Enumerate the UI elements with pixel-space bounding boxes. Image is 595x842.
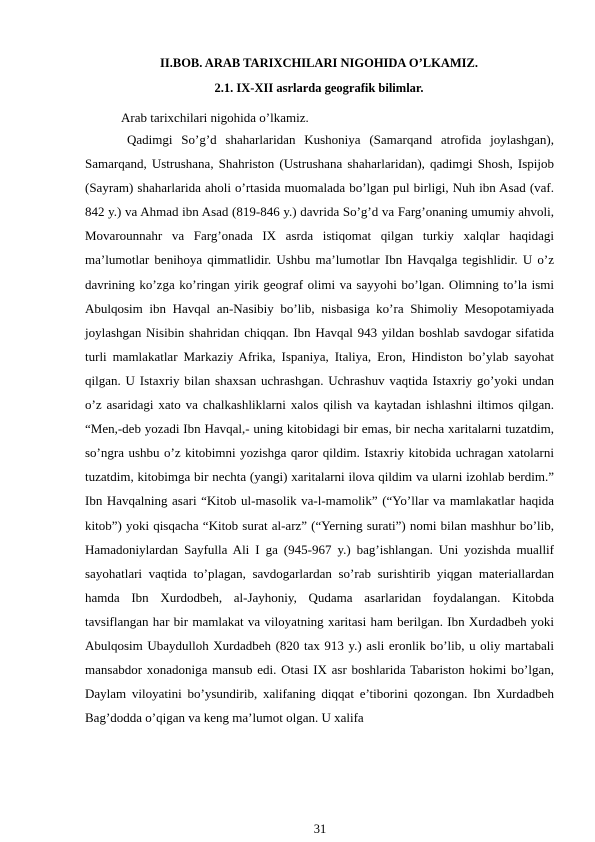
chapter-title: II.BOB. ARAB TARIXCHILARI NIGOHIDA O’LKAMIZ. <box>160 56 478 70</box>
intro-line: Arab tarixchilari nigohida o’lkamiz. <box>121 110 309 125</box>
page-number: 31 <box>313 822 327 836</box>
section-title: 2.1. IX-XII asrlarda geografik bilimlar. <box>214 81 424 95</box>
body-paragraph: Qadimgi So’g’d shaharlaridan Kushoniya (Samarqand atrofida joylashgan), Samarqand, Ustrushana, Shahriston (Ustrushana shaharlaridan), qadimgi Shosh, Ispijob (Sayram) shaharlarida aholi o’rtasida muomalada bo’lgan pul birligi, Nuh ibn Asad (vaf. 842 y.) va Ahmad ibn Asad (819-846 y.) davrida So’g’d va Farg’onaning umumiy ahvoli, Movarounnahr va Farg’onada IX asrda istiqomat qilgan turkiy xalqlar haqidagi ma’lumotlar benihoya qimmatlidir. Ushbu ma’lumotlar Ibn Havqalga tegishlidir. U o’z davrining ko’zga ko’ringan yirik geograf olimi va sayyohi bo’lgan. Olimning to’la ismi Abulqosim ibn Havqal an-Nasibiy bo’lib, nisbasiga ko’ra Shimoliy Mesopotamiyada joylashgan Nisibin shahridan chiqqan. Ibn Havqal 943 yildan boshlab savdogar sifatida turli mamlakatlar Markaziy Afrika, Ispaniya, Italiya, Eron, Hindiston bo’ylab sayohat qilgan. U Istaxriy bilan shaxsan uchrashgan. Uchrashuv vaqtida Istaxriy go’yoki undan o’z asaridagi xato va chalkashliklarni xalos qilish va kaytadan ishlashni iltimos qilgan. “Men,-deb yozadi Ibn Havqal,- uning kitobidagi bir emas, bir necha xaritalarni tuzatdim, so’ngra ushbu o’z kitobimni yozishga qaror qildim. Istaxriy kitobida uchragan xatolarni tuzatdim, kitobimga bir nechta (yangi) xaritalarni ilova qildim va ularni izohlab berdim.” Ibn Havqalning asari “Kitob ul-masolik va-l-mamolik” (“Yo’llar va mamlakatlar haqida kitob”) yoki qisqacha “Kitob surat al-arz” (“Yerning surati”) nomi bilan mashhur bo’lib, Hamadoniylardan Sayfulla Ali I ga (945-967 y.) bag’ishlangan. Uni yozishda muallif sayohatlari vaqtida to’plagan, savdogarlardan so’rab surishtirib yiqgan materiallardan hamda Ibn Xurdodbeh, al-Jayhoniy, Qudama asarlaridan foydalangan. Kitobda tavsiflangan har bir mamlakat va viloyatning xaritasi ham berilgan. Ibn Xurdadbeh yoki Abulqosim Ubaydulloh Xurdadbeh (820 tax 913 y.) asli eronlik bo’lib, u oliy martabali mansabdor xonadoniga mansub edi. Otasi IX asr boshlarida Tabariston hokimi bo’lgan, Daylam viloyatini bo’ysundirib, xalifaning diqqat e’tiborini qozongan. Ibn Xurdadbeh Bag’dodda o’qigan va keng ma’lumot olgan. U xalifa <box>85 132 554 726</box>
